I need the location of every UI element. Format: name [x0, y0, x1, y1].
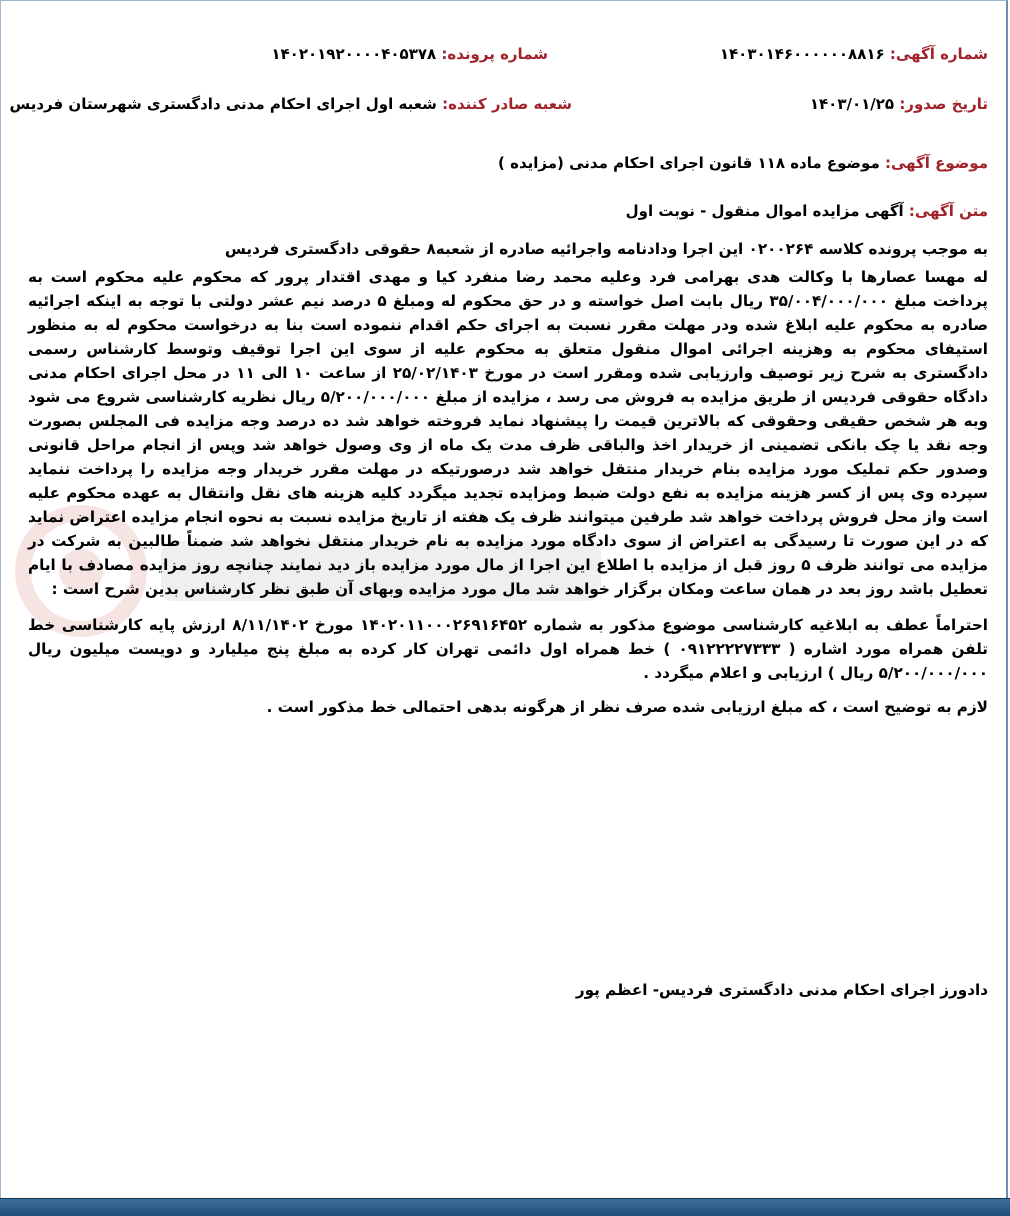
case-number-value: ۱۴۰۲۰۱۹۲۰۰۰۰۴۰۵۳۷۸ [271, 45, 437, 63]
notice-number [720, 45, 988, 63]
body-main-paragraph: له مهسا عصارها با وکالت هدی بهرامی فرد وعلیه محمد رضا منفرد کیا و مهدی اقتدار پرور که محکوم علیه محکوم است به پرداخت مبلغ ۳۵/۰۰۴/۰۰۰/۰۰۰ ریال بابت اصل خواسته و در حق محکوم له ومبلغ ۵ درصد نیم عشر دولتی با توجه به اینکه اجرائیه صادره به محکوم علیه ابلاغ شده ودر مهلت مقرر نسبت به اجرای حکم اقدام ننموده است بنا به درخواست محکوم له به منظور استیفای محکوم به وهزینه اجرائی اموال منقول متعلق به محکوم علیه از سوی این اجرا توقیف وتوسط کارشناس رسمی دادگستری به شرح زیر توصیف وارزیابی شده ومقرر است در مورخ ۲۵/۰۲/۱۴۰۳ از ساعت ۱۰ الی ۱۱ در محل اجرای احکام مدنی دادگاه حقوقی فردیس از طریق مزایده به فروش می رسد ، مزایده از مبلغ ۵/۲۰۰/۰۰۰/۰۰۰ ریال نظریه کارشناسی شروع می شود وبه هر شخص حقیقی وحقوقی که بالاترین قیمت را پیشنهاد نماید فروخته خواهد شد ده درصد وجه مزایده فی المجلس بصورت وجه نقد یا چک بانکی تضمینی از خریدار اخذ والباقی ظرف مدت یک ماه از وی وصول خواهد شد وپس از انجام مراحل قانونی وصدور حکم تملیک مورد مزایده بنام خریدار منتقل خواهد شد درصورتیکه در مهلت مقرر خریدار وجه مزایده را پرداخت ننماید سپرده وی پس از کسر هزینه مزایده به نفع دولت ضبط ومزایده تجدید میگردد کلیه هزینه های نقل وانتقال به عهده محکوم علیه است واز محل فروش پرداخت خواهد شد طرفین میتوانند ظرف یک هفته از تاریخ مزایده نسبت به نحوه انجام مزایده اعتراض نماید که در این صورت تا رسیدگی به اعتراض از سوی دادگاه مورد مزایده به نام خریدار منتقل نخواهد شد ضمناً طالبین به شرکت در مزایده می توانند ظرف ۵ روز قبل از مزایده با اطلاع این اجرا از مال مورد مزایده باز دید نمایند چنانچه روز مزایده مصادف با ایام تعطیل باشد روز بعد در همان ساعت ومکان برگزار خواهد شد مال مورد مزایده وبهای آن طبق نظر کارشناس بدین شرح است : [28, 268, 989, 598]
notice-text-header [626, 202, 988, 220]
notice-body [28, 237, 988, 719]
issue-date-value: ۱۴۰۳/۰۱/۲۵ [809, 95, 895, 113]
case-number [271, 45, 548, 63]
notice-text-value: آگهی مزایده اموال منقول - نوبت اول [625, 202, 904, 220]
issuer [10, 95, 573, 113]
body-note: لازم به توضیح است ، که مبلغ ارزیابی شده صرف نظر از هرگونه بدهی احتمالی خط مذکور است . [266, 698, 988, 716]
notice-subject-label: موضوع آگهی: [884, 154, 988, 172]
notice-number-label: شماره آگهی: [889, 45, 988, 63]
issue-date-label: تاریخ صدور: [899, 95, 988, 113]
notice-number-value: ۱۴۰۳۰۱۴۶۰۰۰۰۰۰۸۸۱۶ [719, 45, 885, 63]
case-number-label: شماره پرونده: [441, 45, 548, 63]
issuer-value: شعبه اول اجرای احکام مدنی دادگستری شهرستان فردیس [9, 95, 437, 113]
notice-text-label: متن آگهی: [908, 202, 988, 220]
issue-date [810, 95, 988, 113]
notice-subject-value: موضوع ماده ۱۱۸ قانون اجرای احکام مدنی (مزایده ) [498, 154, 880, 172]
bottom-bar [0, 1198, 1010, 1216]
signature: دادورز اجرای احکام مدنی دادگستری فردیس- اعظم پور [575, 981, 988, 999]
body-expert-paragraph: احتراماً عطف به ابلاغیه کارشناسی موضوع مذکور به شماره ۱۴۰۲۰۱۱۰۰۰۲۶۹۱۶۴۵۲ مورخ ۸/۱۱/۱۴۰۲ ارزش پایه کارشناسی خط تلفن همراه مورد اشاره ( ۰۹۱۲۲۲۲۷۳۳۳ ) خط همراه اول دائمی تهران کار کرده به مبلغ پنج میلیارد و دویست میلیون ریال ۵/۲۰۰/۰۰۰/۰۰۰ ریال ) ارزیابی و اعلام میگردد . [28, 616, 988, 682]
body-intro: به موجب پرونده کلاسه ۰۲۰۰۲۶۴ این اجرا ودادنامه واجرائیه صادره از شعبه۸ حقوقی دادگستری فردیس [224, 240, 988, 258]
issuer-label: شعبه صادر کننده: [442, 95, 572, 113]
notice-subject [498, 154, 988, 172]
